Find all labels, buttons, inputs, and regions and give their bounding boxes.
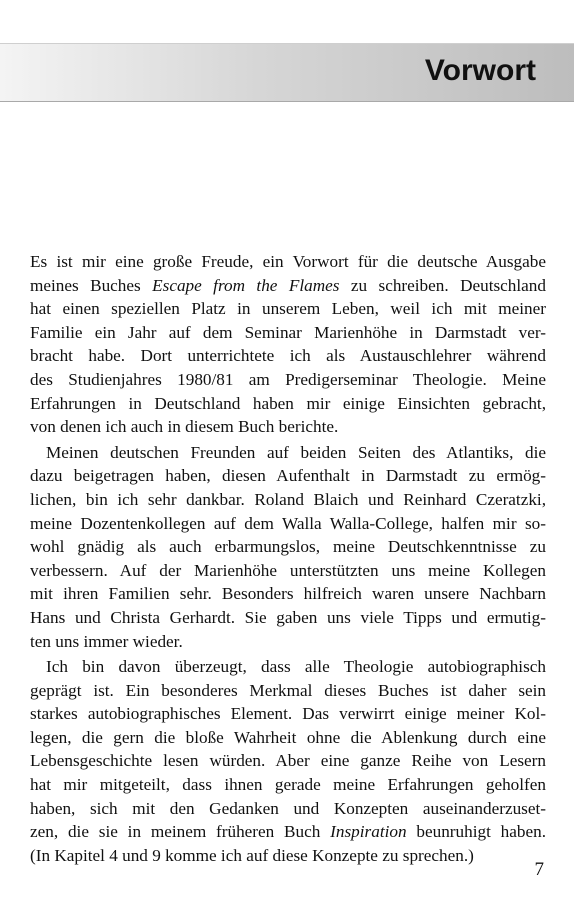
text-line: legen, die gern die bloße Wahrheit ohne die Ablenkung durch eine	[30, 727, 546, 747]
text-line: von denen ich auch in diesem Buch berichte.	[30, 417, 339, 437]
text-line: zen, die sie in meinem früheren Buch Inspiration beunruhigt haben.	[30, 822, 546, 842]
text-line: hat einen speziellen Platz in unserem Leben, weil ich mit meiner	[30, 299, 546, 319]
text-line: hat mir mitgeteilt, dass ihnen gerade meine Erfahrungen geholfen	[30, 775, 546, 795]
text-line: dazu beigetragen haben, diesen Aufenthalt in Darmstadt zu ermög-	[30, 466, 546, 486]
text-line: Hans und Christa Gerhardt. Sie gaben uns viele Tipps und ermutig-	[30, 607, 546, 627]
text-line: (In Kapitel 4 und 9 komme ich auf diese Konzepte zu sprechen.)	[30, 845, 474, 865]
text-line: Erfahrungen in Deutschland haben mir einige Einsichten gebracht,	[30, 393, 546, 413]
page-number: 7	[534, 859, 544, 880]
paragraph	[30, 655, 546, 867]
text-line: wohl gnädig als auch erbarmungslos, meine Deutschkenntnisse zu	[30, 537, 546, 557]
chapter-title: Vorwort	[424, 54, 536, 87]
text-line: Familie ein Jahr auf dem Seminar Marienhöhe in Darmstadt ver-	[30, 322, 546, 342]
book-title: Inspiration	[330, 822, 407, 842]
paragraph	[30, 441, 546, 653]
text-line: bracht habe. Dort unterrichtete ich als Austauschlehrer während	[30, 346, 546, 366]
text-line: verbessern. Auf der Marienhöhe unterstützten uns meine Kollegen	[30, 560, 546, 580]
text-line: lichen, bin ich sehr dankbar. Roland Blaich und Reinhard Czeratzki,	[30, 489, 546, 509]
text-line: haben, sich mit den Gedanken und Konzepten auseinanderzuset-	[30, 798, 546, 818]
book-title: Escape from the Flames	[152, 275, 340, 295]
text-line: meines Buches Escape from the Flames zu schreiben. Deutschland	[30, 275, 546, 295]
text-line: Ich bin davon überzeugt, dass alle Theologie autobiographisch	[46, 657, 546, 677]
paragraph	[30, 250, 546, 439]
text-line: Es ist mir eine große Freude, ein Vorwort für die deutsche Ausgabe	[30, 252, 546, 271]
text-line: Lebensgeschichte lesen würden. Aber eine ganze Reihe von Lesern	[30, 751, 546, 771]
text-line: ten uns immer wieder.	[30, 631, 183, 651]
text-line: geprägt ist. Ein besonderes Merkmal dieses Buches ist daher sein	[30, 680, 546, 700]
body-text	[30, 250, 546, 869]
text-line: des Studienjahres 1980/81 am Predigerseminar Theologie. Meine	[30, 369, 546, 389]
text-line: meine Dozentenkollegen auf dem Walla Walla-College, halfen mir so-	[30, 513, 546, 533]
text-line: mit ihren Familien sehr. Besonders hilfreich waren unsere Nachbarn	[30, 584, 546, 604]
text-line: Meinen deutschen Freunden auf beiden Seiten des Atlantiks, die	[46, 442, 546, 462]
text-line: starkes autobiographisches Element. Das verwirrt einige meiner Kol-	[30, 704, 546, 724]
